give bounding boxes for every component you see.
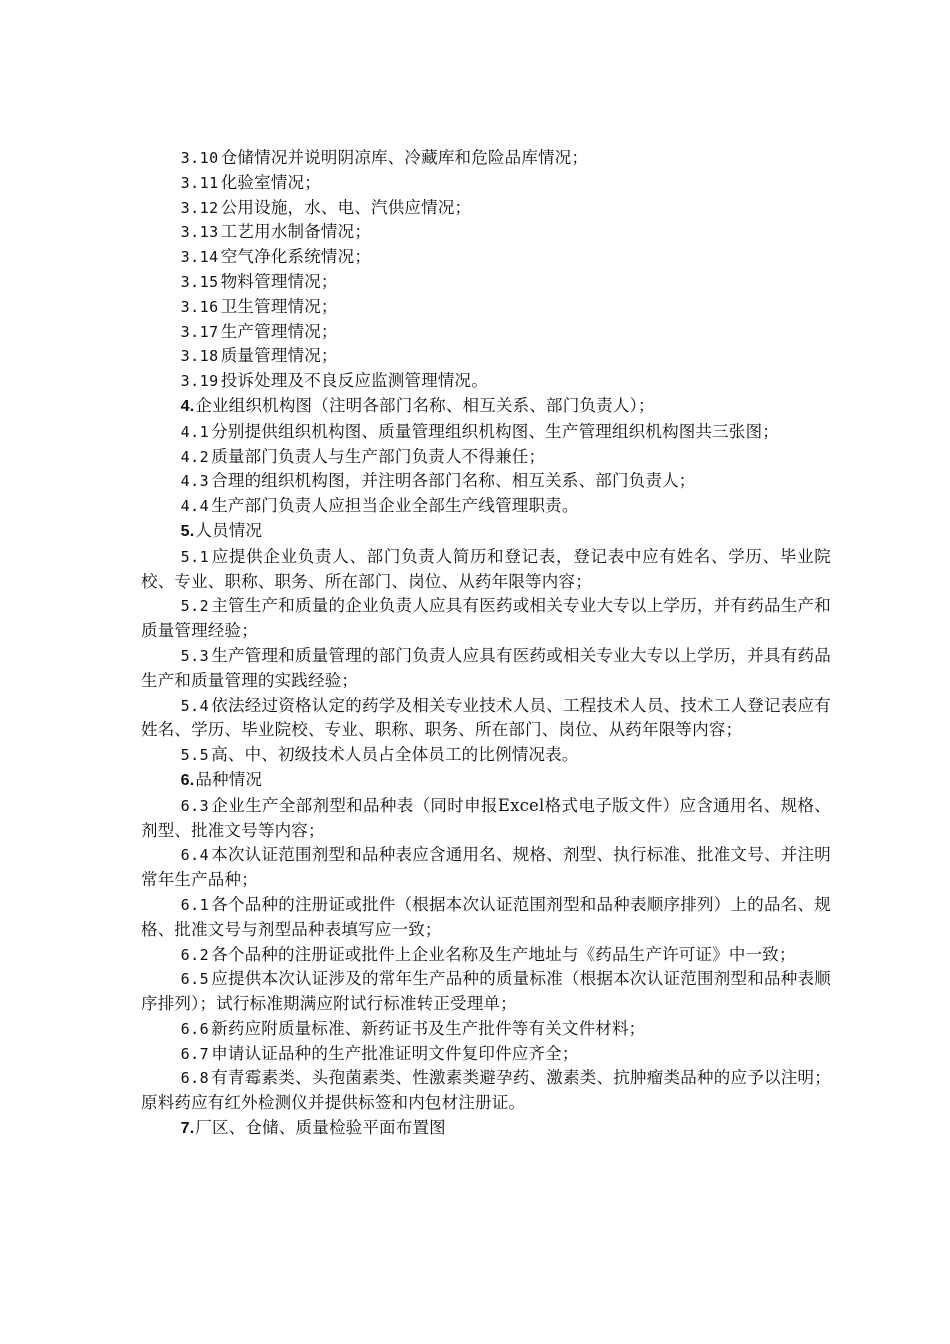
item-text: 依法经过资格认定的药学及相关专业技术人员、工程技术人员、技术工人登记表应有姓名、学历、毕业院校、专业、职称、职务、所在部门、岗位、从药年限等内容； — [141, 695, 831, 740]
list-item — [141, 420, 831, 445]
item-text: 各个品种的注册证或批件上企业名称及生产地址与《药品生产许可证》中一致； — [211, 944, 796, 964]
item-text: 工艺用水制备情况； — [220, 222, 372, 242]
list-item — [141, 295, 831, 320]
list-item — [141, 943, 831, 968]
item-number: 4. — [180, 397, 195, 415]
list-item — [141, 794, 831, 844]
item-text: 人员情况 — [195, 520, 263, 540]
list-item — [141, 494, 831, 519]
item-number: 3.18 — [180, 347, 219, 366]
item-number: 5. — [180, 522, 195, 540]
list-item — [141, 245, 831, 270]
list-item — [141, 743, 831, 768]
list-item — [141, 344, 831, 369]
document-body — [141, 146, 831, 1142]
item-text: 投诉处理及不良反应监测管理情况。 — [220, 371, 488, 391]
list-item — [141, 270, 831, 295]
item-text: 质量管理情况； — [220, 346, 338, 366]
list-item — [141, 644, 831, 694]
item-number: 3.10 — [180, 149, 219, 167]
item-text: 厂区、仓储、质量检验平面布置图 — [195, 1118, 446, 1138]
item-text: 有青霉素类、头孢菌素类、性激素类避孕药、激素类、抗肿瘤类品种的应予以注明；原料药应有红外检测仪并提供标签和内包材注册证。 — [141, 1068, 831, 1113]
item-text: 企业生产全部剂型和品种表（同时申报Excel格式电子版文件）应含通用名、规格、剂型、批准文号等内容； — [141, 795, 831, 840]
item-text: 生产管理和质量管理的部门负责人应具有医药或相关专业大专以上学历，并具有药品生产和质量管理的实践经验； — [141, 645, 831, 690]
list-item — [141, 196, 831, 221]
item-number: 3.12 — [180, 198, 219, 217]
list-item — [141, 594, 831, 644]
item-text: 合理的组织机构图，并注明各部门名称、相互关系、部门负责人； — [211, 471, 696, 491]
item-text: 本次认证范围剂型和品种表应含通用名、规格、剂型、执行标准、批准文号、并注明常年生产品种； — [141, 845, 831, 890]
item-number: 4.4 — [180, 497, 210, 516]
item-text: 品种情况 — [195, 769, 263, 789]
item-text: 应提供本次认证涉及的常年生产品种的质量标准（根据本次认证范围剂型和品种表顺序排列）；试行标准期满应附试行标准转正受理单； — [141, 969, 831, 1014]
item-number: 5.1 — [180, 547, 210, 566]
item-number: 6. — [180, 771, 195, 789]
item-number: 5.3 — [180, 646, 210, 665]
item-number: 4.3 — [180, 472, 210, 491]
item-number: 5.5 — [180, 746, 210, 765]
list-item — [141, 469, 831, 494]
item-number: 3.13 — [180, 223, 219, 242]
item-text: 质量部门负责人与生产部门负责人不得兼任； — [211, 446, 546, 466]
section-heading — [141, 394, 831, 420]
item-number: 4.1 — [180, 422, 210, 441]
list-item — [141, 1066, 831, 1116]
item-number: 6.1 — [180, 895, 210, 914]
item-text: 卫生管理情况； — [220, 296, 338, 316]
item-number: 4.2 — [180, 447, 210, 466]
list-item — [141, 220, 831, 245]
item-text: 新药应附质量标准、新药证书及生产批件等有关文件材料； — [211, 1018, 646, 1038]
list-item — [141, 545, 831, 595]
list-item — [141, 146, 831, 171]
list-item — [141, 1017, 831, 1042]
item-text: 主管生产和质量的企业负责人应具有医药或相关专业大专以上学历，并有药品生产和质量管理经验； — [141, 596, 831, 641]
item-number: 6.7 — [180, 1044, 210, 1063]
section-heading — [141, 768, 831, 794]
list-item — [141, 369, 831, 394]
list-item — [141, 694, 831, 744]
item-number: 3.19 — [180, 372, 219, 391]
section-heading — [141, 1116, 831, 1142]
item-number: 3.14 — [180, 248, 219, 267]
item-text: 高、中、初级技术人员占全体员工的比例情况表。 — [211, 745, 579, 765]
list-item — [141, 171, 831, 196]
item-number: 6.8 — [180, 1069, 210, 1088]
item-text: 生产管理情况； — [220, 321, 338, 341]
list-item — [141, 1042, 831, 1067]
item-number: 3.15 — [180, 272, 219, 291]
item-text: 物料管理情况； — [220, 271, 338, 291]
section-heading — [141, 519, 831, 545]
item-number: 6.6 — [180, 1019, 210, 1038]
item-text: 应提供企业负责人、部门负责人简历和登记表，登记表中应有姓名、学历、毕业院校、专业、职称、职务、所在部门、岗位、从药年限等内容； — [141, 546, 831, 591]
list-item — [141, 893, 831, 943]
item-text: 仓储情况并说明阴凉库、冷藏库和危险品库情况； — [220, 148, 589, 167]
item-number: 6.5 — [180, 970, 210, 989]
item-text: 各个品种的注册证或批件（根据本次认证范围剂型和品种表顺序排列）上的品名、规格、批准文号与剂型品种表填写应一致； — [141, 894, 831, 939]
list-item — [141, 445, 831, 470]
item-number: 3.17 — [180, 322, 219, 341]
item-text: 分别提供组织机构图、质量管理组织机构图、生产管理组织机构图共三张图； — [211, 421, 779, 441]
item-text: 企业组织机构图（注明各部门名称、相互关系、部门负责人）； — [195, 395, 655, 415]
item-number: 5.2 — [180, 597, 210, 616]
item-number: 3.16 — [180, 297, 219, 316]
item-number: 3.11 — [180, 173, 219, 192]
list-item — [141, 967, 831, 1017]
list-item — [141, 320, 831, 345]
item-text: 公用设施，水、电、汽供应情况； — [220, 197, 472, 217]
item-number: 6.3 — [180, 796, 210, 815]
item-number: 7. — [180, 1120, 195, 1138]
item-number: 6.2 — [180, 945, 210, 964]
item-number: 5.4 — [180, 696, 210, 715]
item-number: 6.4 — [180, 846, 210, 865]
item-text: 空气净化系统情况； — [220, 247, 372, 267]
item-text: 化验室情况； — [220, 172, 321, 192]
item-text: 申请认证品种的生产批准证明文件复印件应齐全； — [211, 1043, 579, 1063]
item-text: 生产部门负责人应担当企业全部生产线管理职责。 — [211, 496, 579, 516]
list-item — [141, 843, 831, 893]
